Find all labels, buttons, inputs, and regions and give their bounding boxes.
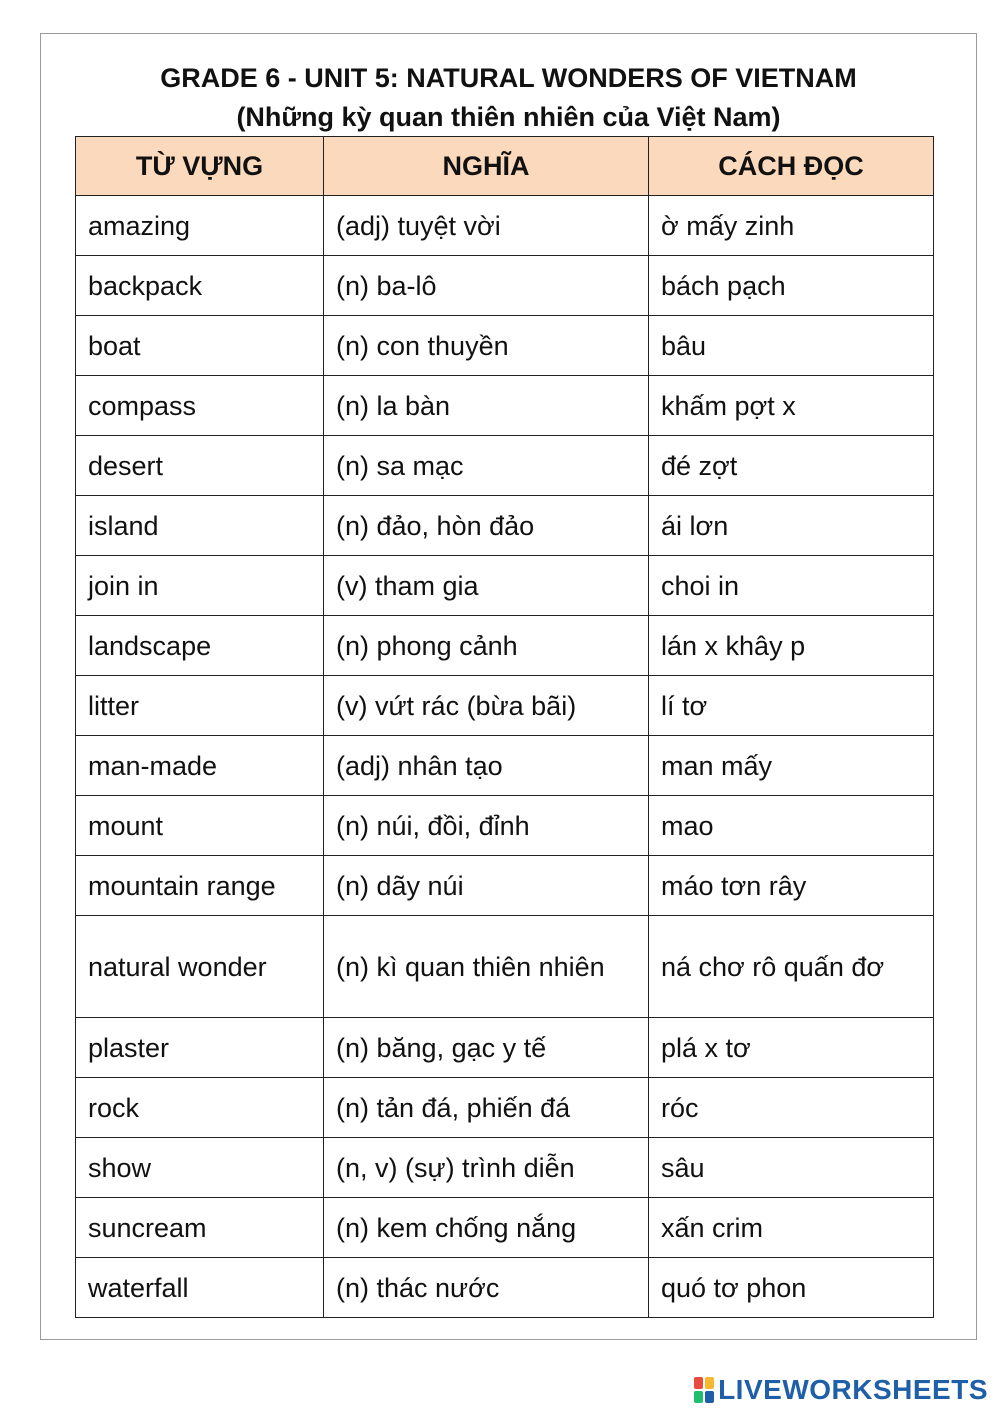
table-row <box>76 1198 934 1258</box>
word-cell: mountain range <box>76 856 324 916</box>
page-title: GRADE 6 - UNIT 5: NATURAL WONDERS OF VIETNAM <box>160 63 857 93</box>
meaning-cell: (adj) tuyệt vời <box>324 196 649 256</box>
column-header-meaning: NGHĨA <box>324 137 649 196</box>
meaning-cell: (n) kì quan thiên nhiên <box>324 916 649 1018</box>
logo-square-blue <box>705 1391 714 1403</box>
table-row <box>76 316 934 376</box>
pronunciation-cell: ái lơn <box>649 496 934 556</box>
word-cell: island <box>76 496 324 556</box>
table-row <box>76 856 934 916</box>
table-row <box>76 1258 934 1318</box>
table-row <box>76 916 934 1018</box>
pronunciation-cell: róc <box>649 1078 934 1138</box>
meaning-cell: (n) băng, gạc y tế <box>324 1018 649 1078</box>
pronunciation-cell: sâu <box>649 1138 934 1198</box>
pronunciation-cell: quó tơ phon <box>649 1258 934 1318</box>
meaning-cell: (n) kem chống nắng <box>324 1198 649 1258</box>
pronunciation-cell: bâu <box>649 316 934 376</box>
word-cell: compass <box>76 376 324 436</box>
word-cell: waterfall <box>76 1258 324 1318</box>
table-row <box>76 676 934 736</box>
pronunciation-cell: khấm pợt x <box>649 376 934 436</box>
vocabulary-table <box>75 136 934 1318</box>
meaning-cell: (n) tản đá, phiến đá <box>324 1078 649 1138</box>
word-cell: desert <box>76 436 324 496</box>
pronunciation-cell: bách pạch <box>649 256 934 316</box>
meaning-cell: (n) thác nước <box>324 1258 649 1318</box>
table-row <box>76 256 934 316</box>
table-row <box>76 376 934 436</box>
pronunciation-cell: lán x khây p <box>649 616 934 676</box>
liveworksheets-logo-text: LIVEWORKSHEETS <box>718 1374 988 1405</box>
meaning-cell: (n) la bàn <box>324 376 649 436</box>
table-row <box>76 1138 934 1198</box>
word-cell: mount <box>76 796 324 856</box>
word-cell: boat <box>76 316 324 376</box>
word-cell: litter <box>76 676 324 736</box>
word-cell: rock <box>76 1078 324 1138</box>
table-row <box>76 1018 934 1078</box>
pronunciation-cell: đé zợt <box>649 436 934 496</box>
table-row <box>76 1078 934 1138</box>
word-cell: man-made <box>76 736 324 796</box>
vocabulary-table-body <box>76 196 934 1318</box>
logo-square-green <box>694 1391 703 1403</box>
table-row <box>76 556 934 616</box>
word-cell: natural wonder <box>76 916 324 1018</box>
column-header-word: TỪ VỰNG <box>76 137 324 196</box>
word-cell: landscape <box>76 616 324 676</box>
page-subtitle: (Những kỳ quan thiên nhiên của Việt Nam) <box>236 102 781 132</box>
meaning-cell: (n, v) (sự) trình diễn <box>324 1138 649 1198</box>
table-row <box>76 796 934 856</box>
word-cell: join in <box>76 556 324 616</box>
word-cell: amazing <box>76 196 324 256</box>
pronunciation-cell: ná chơ rô quấn đơ <box>649 916 934 1018</box>
meaning-cell: (v) tham gia <box>324 556 649 616</box>
meaning-cell: (adj) nhân tạo <box>324 736 649 796</box>
meaning-cell: (v) vứt rác (bừa bãi) <box>324 676 649 736</box>
word-cell: suncream <box>76 1198 324 1258</box>
table-row <box>76 496 934 556</box>
word-cell: plaster <box>76 1018 324 1078</box>
meaning-cell: (n) ba-lô <box>324 256 649 316</box>
liveworksheets-logo-icon <box>694 1377 714 1403</box>
pronunciation-cell: choi in <box>649 556 934 616</box>
meaning-cell: (n) phong cảnh <box>324 616 649 676</box>
liveworksheets-logo <box>694 1374 988 1406</box>
pronunciation-cell: máo tơn rây <box>649 856 934 916</box>
logo-square-red <box>694 1377 703 1389</box>
meaning-cell: (n) núi, đồi, đỉnh <box>324 796 649 856</box>
table-row <box>76 736 934 796</box>
pronunciation-cell: xấn crim <box>649 1198 934 1258</box>
pronunciation-cell: lí tơ <box>649 676 934 736</box>
table-row <box>76 436 934 496</box>
meaning-cell: (n) dãy núi <box>324 856 649 916</box>
word-cell: show <box>76 1138 324 1198</box>
meaning-cell: (n) đảo, hòn đảo <box>324 496 649 556</box>
table-row <box>76 616 934 676</box>
table-header-row <box>76 137 934 196</box>
logo-square-yellow <box>705 1377 714 1389</box>
word-cell: backpack <box>76 256 324 316</box>
pronunciation-cell: mao <box>649 796 934 856</box>
pronunciation-cell: man mấy <box>649 736 934 796</box>
pronunciation-cell: plá x tơ <box>649 1018 934 1078</box>
meaning-cell: (n) con thuyền <box>324 316 649 376</box>
table-row <box>76 196 934 256</box>
meaning-cell: (n) sa mạc <box>324 436 649 496</box>
column-header-pronunciation: CÁCH ĐỌC <box>649 137 934 196</box>
pronunciation-cell: ờ mấy zinh <box>649 196 934 256</box>
